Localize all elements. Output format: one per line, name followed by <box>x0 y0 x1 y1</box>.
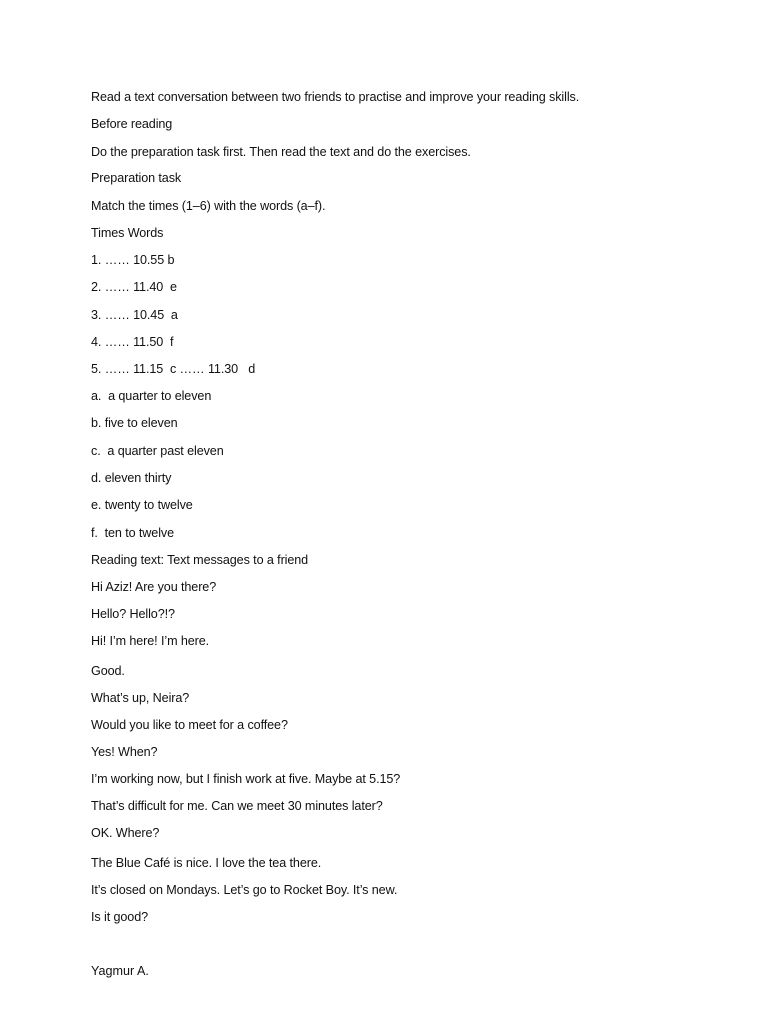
word-item-c: c. a quarter past eleven <box>91 444 224 458</box>
heading-before-reading: Before reading <box>91 117 173 131</box>
intro-text: Read a text conversation between two friends to practise and improve your reading skills. <box>91 90 580 104</box>
message-line: Good. <box>91 664 125 678</box>
message-line: Would you like to meet for a coffee? <box>91 718 288 732</box>
instruction-text: Do the preparation task first. Then read the text and do the exercises. <box>91 145 471 159</box>
message-line: Hello? Hello?!? <box>91 607 175 621</box>
time-item-3: 3. …… 10.45 a <box>91 308 178 322</box>
columns-label: Times Words <box>91 226 164 240</box>
message-line: I’m working now, but I finish work at five. Maybe at 5.15? <box>91 772 401 786</box>
word-item-e: e. twenty to twelve <box>91 498 193 512</box>
heading-reading-text: Reading text: Text messages to a friend <box>91 553 309 567</box>
message-line: The Blue Café is nice. I love the tea there. <box>91 856 322 870</box>
message-line: Hi! I’m here! I’m here. <box>91 634 210 648</box>
message-line: It’s closed on Mondays. Let’s go to Rocket Boy. It’s new. <box>91 883 398 897</box>
heading-preparation: Preparation task <box>91 171 182 185</box>
message-line: What’s up, Neira? <box>91 691 190 705</box>
author-signature: Yagmur A. <box>91 964 149 978</box>
message-line: That’s difficult for me. Can we meet 30 minutes later? <box>91 799 383 813</box>
time-item-4: 4. …… 11.50 f <box>91 335 174 349</box>
match-instruction: Match the times (1–6) with the words (a–f). <box>91 199 326 213</box>
time-item-2: 2. …… 11.40 e <box>91 280 177 294</box>
word-item-a: a. a quarter to eleven <box>91 389 212 403</box>
time-item-5: 5. …… 11.15 c …… 11.30 d <box>91 362 256 376</box>
word-item-d: d. eleven thirty <box>91 471 172 485</box>
message-line: Yes! When? <box>91 745 158 759</box>
time-item-1: 1. …… 10.55 b <box>91 253 175 267</box>
message-line: Hi Aziz! Are you there? <box>91 580 217 594</box>
message-line: OK. Where? <box>91 826 160 840</box>
word-item-b: b. five to eleven <box>91 416 178 430</box>
word-item-f: f. ten to twelve <box>91 526 175 540</box>
message-line: Is it good? <box>91 910 149 924</box>
